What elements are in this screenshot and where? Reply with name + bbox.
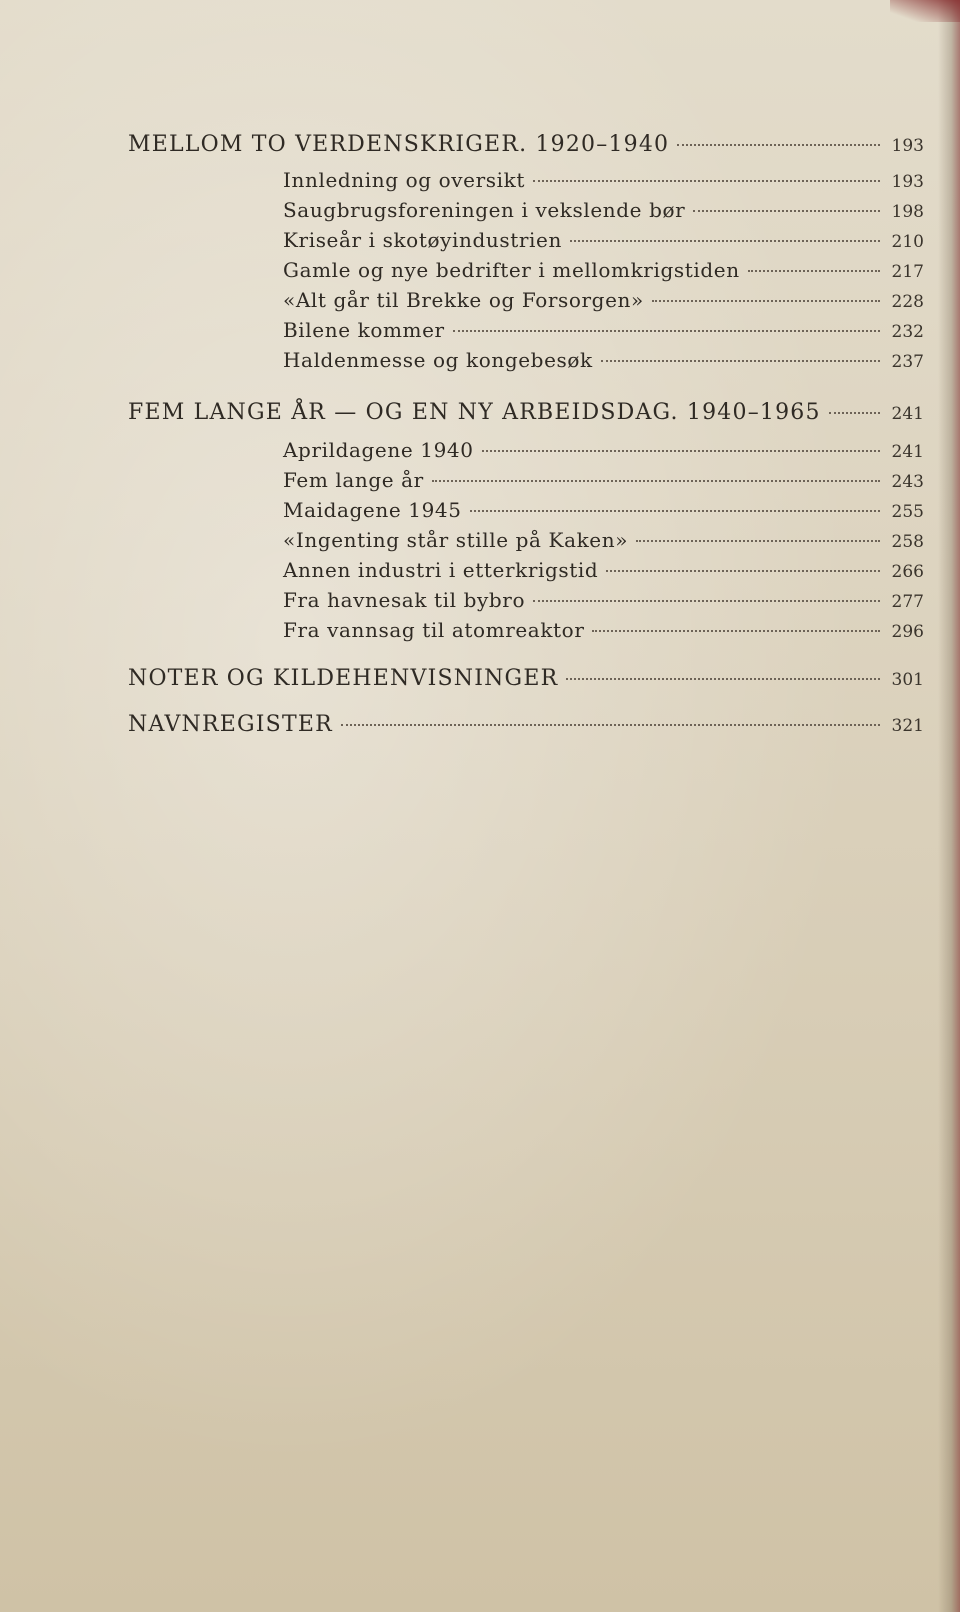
toc-entry (0, 588, 960, 618)
toc-entry (0, 558, 960, 588)
toc-section-fem-lange-ar (0, 400, 960, 430)
toc-page-number: 237 (891, 352, 924, 372)
toc-entry (0, 348, 960, 378)
toc-page-number: 243 (891, 472, 924, 492)
dot-leader (748, 270, 880, 272)
toc-page-number: 301 (891, 670, 924, 690)
toc-page-number: 321 (891, 716, 924, 736)
toc-entry-title: Fra vannsag til atomreaktor (283, 618, 585, 642)
toc-page-number: 210 (891, 232, 924, 252)
toc-entry-title: Innledning og oversikt (283, 168, 525, 192)
toc-entry-title: Aprildagene 1940 (283, 438, 474, 462)
dot-leader (432, 480, 880, 482)
toc-entry (0, 618, 960, 648)
book-cover-corner (890, 0, 960, 22)
toc-entry (0, 288, 960, 318)
toc-section-title: FEM LANGE ÅR — OG EN NY ARBEIDSDAG. 1940–1965 (128, 400, 821, 425)
toc-section-title: NAVNREGISTER (128, 712, 333, 737)
toc-entry-title: «Alt går til Brekke og Forsorgen» (283, 288, 644, 312)
toc-page-number: 228 (891, 292, 924, 312)
dot-leader (592, 630, 880, 632)
toc-entry (0, 528, 960, 558)
toc-entry-title: Maidagene 1945 (283, 498, 462, 522)
dot-leader (601, 360, 880, 362)
toc-page-number: 198 (891, 202, 924, 222)
dot-leader (482, 450, 880, 452)
toc-page-number: 258 (891, 532, 924, 552)
toc-section-navnregister (0, 712, 960, 742)
toc-entry (0, 168, 960, 198)
toc-entry-title: Bilene kommer (283, 318, 445, 342)
toc-entry (0, 258, 960, 288)
dot-leader (606, 570, 880, 572)
toc-entry-title: Saugbrugsforeningen i vekslende bør (283, 198, 686, 222)
toc-page-number: 277 (891, 592, 924, 612)
toc-section-noter-og-kildehenvisninger (0, 666, 960, 696)
toc-page-number: 255 (891, 502, 924, 522)
toc-page-number: 193 (891, 172, 924, 192)
toc-entry-title: Haldenmesse og kongebesøk (283, 348, 593, 372)
toc-section-mellom-to-verdenskriger (0, 132, 960, 162)
toc-entry (0, 498, 960, 528)
toc-entry (0, 468, 960, 498)
dot-leader (453, 330, 880, 332)
toc-entry-title: Kriseår i skotøyindustrien (283, 228, 562, 252)
toc-page-number: 266 (891, 562, 924, 582)
toc-page-number: 241 (891, 404, 924, 424)
toc-entry-title: «Ingenting står stille på Kaken» (283, 528, 629, 552)
toc-page-number: 296 (891, 622, 924, 642)
toc-section-title: NOTER OG KILDEHENVISNINGER (128, 666, 559, 691)
toc-entry (0, 198, 960, 228)
dot-leader (566, 678, 880, 680)
toc-page-number: 232 (891, 322, 924, 342)
toc-entry-title: Gamle og nye bedrifter i mellomkrigstiden (283, 258, 740, 282)
toc-entry (0, 438, 960, 468)
toc-page-number: 217 (891, 262, 924, 282)
toc-entry-title: Fem lange år (283, 468, 424, 492)
toc-entry-title: Annen industri i etterkrigstid (283, 558, 599, 582)
toc-entry (0, 228, 960, 258)
dot-leader (829, 412, 880, 414)
toc-entry (0, 318, 960, 348)
dot-leader (470, 510, 880, 512)
dot-leader (693, 210, 880, 212)
toc-entry-title: Fra havnesak til bybro (283, 588, 526, 612)
dot-leader (570, 240, 880, 242)
dot-leader (636, 540, 880, 542)
dot-leader (341, 724, 880, 726)
dot-leader (677, 144, 880, 146)
dot-leader (533, 600, 880, 602)
toc-section-title: MELLOM TO VERDENSKRIGER. 1920–1940 (128, 132, 670, 157)
toc-page-number: 241 (891, 442, 924, 462)
dot-leader (652, 300, 880, 302)
toc-page-number: 193 (891, 136, 924, 156)
dot-leader (533, 180, 880, 182)
